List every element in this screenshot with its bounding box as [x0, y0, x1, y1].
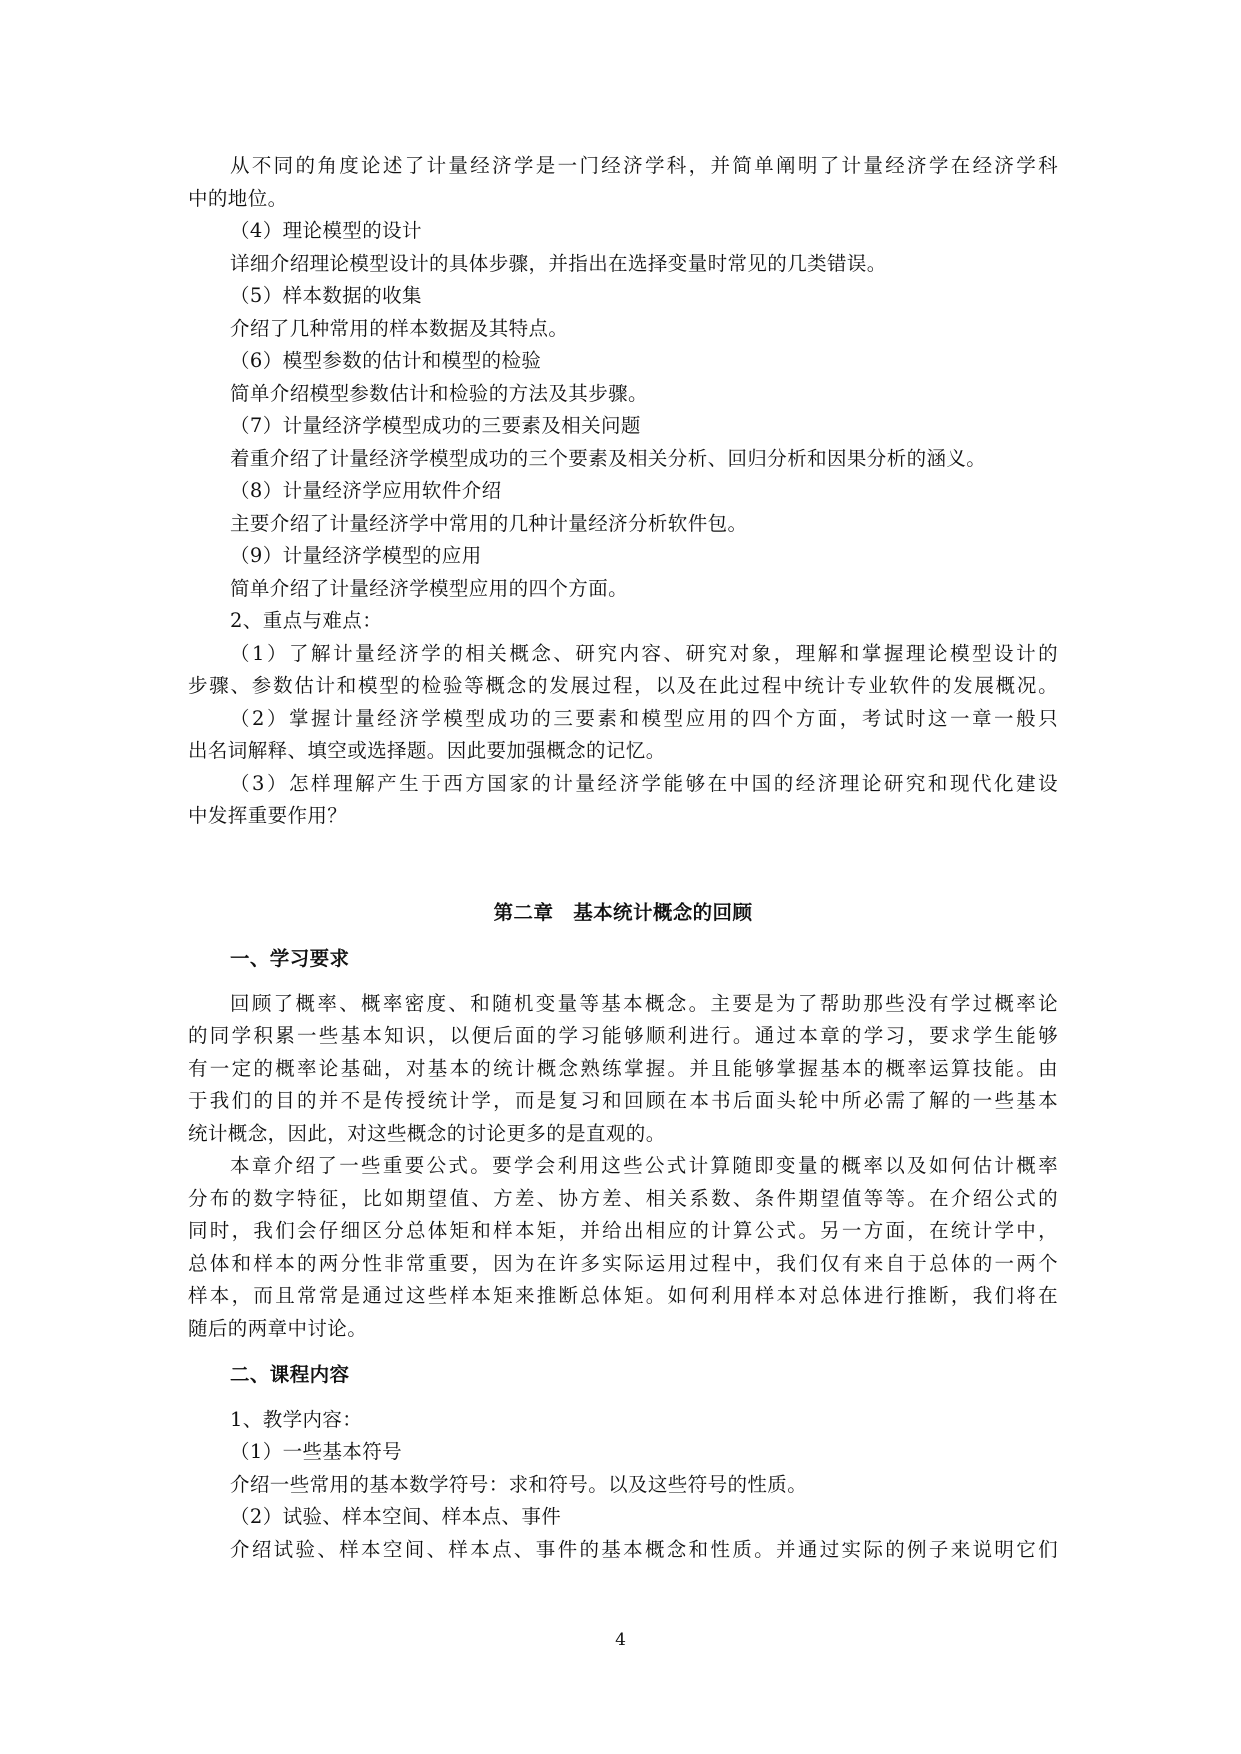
item-text: 介绍试验、样本空间、样本点、事件的基本概念和性质。并通过实际的例子来说明它们	[230, 1537, 1058, 1561]
item-text: 简单介绍了计量经济学模型应用的四个方面。	[230, 576, 629, 600]
paragraph-line: 随后的两章中讨论。	[188, 1316, 368, 1340]
paragraph-line: 回顾了概率、概率密度、和随机变量等基本概念。主要是为了帮助那些没有学过概率论	[230, 991, 1058, 1015]
paragraph-line: 本章介绍了一些重要公式。要学会利用这些公式计算随即变量的概率以及如何估计概率	[230, 1154, 1058, 1177]
item-text: 着重介绍了计量经济学模型成功的三个要素及相关分析、回归分析和因果分析的涵义。	[230, 446, 987, 470]
section-title: 二、课程内容	[230, 1363, 350, 1386]
paragraph-line: 分布的数字特征，比如期望值、方差、协方差、相关系数、条件期望值等等。在介绍公式的	[188, 1186, 1058, 1210]
sub-title: 1、教学内容：	[230, 1407, 363, 1431]
paragraph-line: 有一定的概率论基础，对基本的统计概念熟练掌握。并且能够掌握基本的概率运算技能。由	[188, 1056, 1058, 1080]
section-title: 一、学习要求	[230, 947, 350, 970]
page-number: 4	[615, 1630, 626, 1650]
paragraph-line: 出名词解释、填空或选择题。因此要加强概念的记忆。	[188, 739, 666, 762]
item-text: 简单介绍模型参数估计和检验的方法及其步骤。	[230, 381, 648, 405]
item-heading: （4）理论模型的设计	[230, 219, 422, 242]
paragraph-line: 总体和样本的两分性非常重要，因为在许多实际运用过程中，我们仅有来自于总体的一两个	[188, 1251, 1058, 1275]
item-heading: （7）计量经济学模型成功的三要素及相关问题	[230, 414, 641, 437]
item-text: 介绍了几种常用的样本数据及其特点。	[230, 316, 569, 340]
item-heading: （5）样本数据的收集	[230, 284, 422, 307]
paragraph-line: 从不同的角度论述了计量经济学是一门经济学科，并简单阐明了计量经济学在经济学科	[230, 154, 1058, 177]
item-heading: （6）模型参数的估计和模型的检验	[230, 349, 542, 372]
paragraph-line: （3）怎样理解产生于西方国家的计量经济学能够在中国的经济理论研究和现代化建设	[230, 771, 1058, 795]
item-text: 介绍一些常用的基本数学符号：求和符号。以及这些符号的性质。	[230, 1472, 808, 1496]
item-heading: （1）一些基本符号	[230, 1440, 403, 1463]
item-heading: （8）计量经济学应用软件介绍	[230, 479, 502, 502]
item-heading: （2）试验、样本空间、样本点、事件	[230, 1505, 562, 1528]
paragraph-line: 于我们的目的并不是传授统计学，而是复习和回顾在本书后面头轮中所必需了解的一些基本	[188, 1089, 1058, 1112]
paragraph-line: 中发挥重要作用？	[188, 804, 348, 827]
paragraph-line: 中的地位。	[188, 186, 288, 210]
paragraph-line: 样本，而且常常是通过这些样本矩来推断总体矩。如何利用样本对总体进行推断，我们将在	[188, 1284, 1058, 1307]
paragraph-line: 同时，我们会仔细区分总体矩和样本矩，并给出相应的计算公式。另一方面，在统计学中，	[188, 1219, 1058, 1242]
paragraph-line: 统计概念，因此，对这些概念的讨论更多的是直观的。	[188, 1121, 666, 1145]
paragraph-line: 步骤、参数估计和模型的检验等概念的发展过程，以及在此过程中统计专业软件的发展概况。	[188, 674, 1058, 697]
page-content	[188, 150, 1058, 1566]
item-heading: （9）计量经济学模型的应用	[230, 544, 482, 567]
item-text: 详细介绍理论模型设计的具体步骤，并指出在选择变量时常见的几类错误。	[230, 251, 887, 275]
paragraph-line: 的同学积累一些基本知识，以便后面的学习能够顺利进行。通过本章的学习，要求学生能够	[188, 1024, 1058, 1047]
paragraph-line: （1）了解计量经济学的相关概念、研究内容、研究对象，理解和掌握理论模型设计的	[230, 641, 1058, 665]
chapter-title: 第二章 基本统计概念的回顾	[493, 900, 753, 924]
paragraph-line: （2）掌握计量经济学模型成功的三要素和模型应用的四个方面，考试时这一章一般只	[230, 706, 1058, 730]
item-text: 主要介绍了计量经济学中常用的几种计量经济分析软件包。	[230, 511, 748, 535]
key-points-title: 2、重点与难点：	[230, 609, 383, 632]
